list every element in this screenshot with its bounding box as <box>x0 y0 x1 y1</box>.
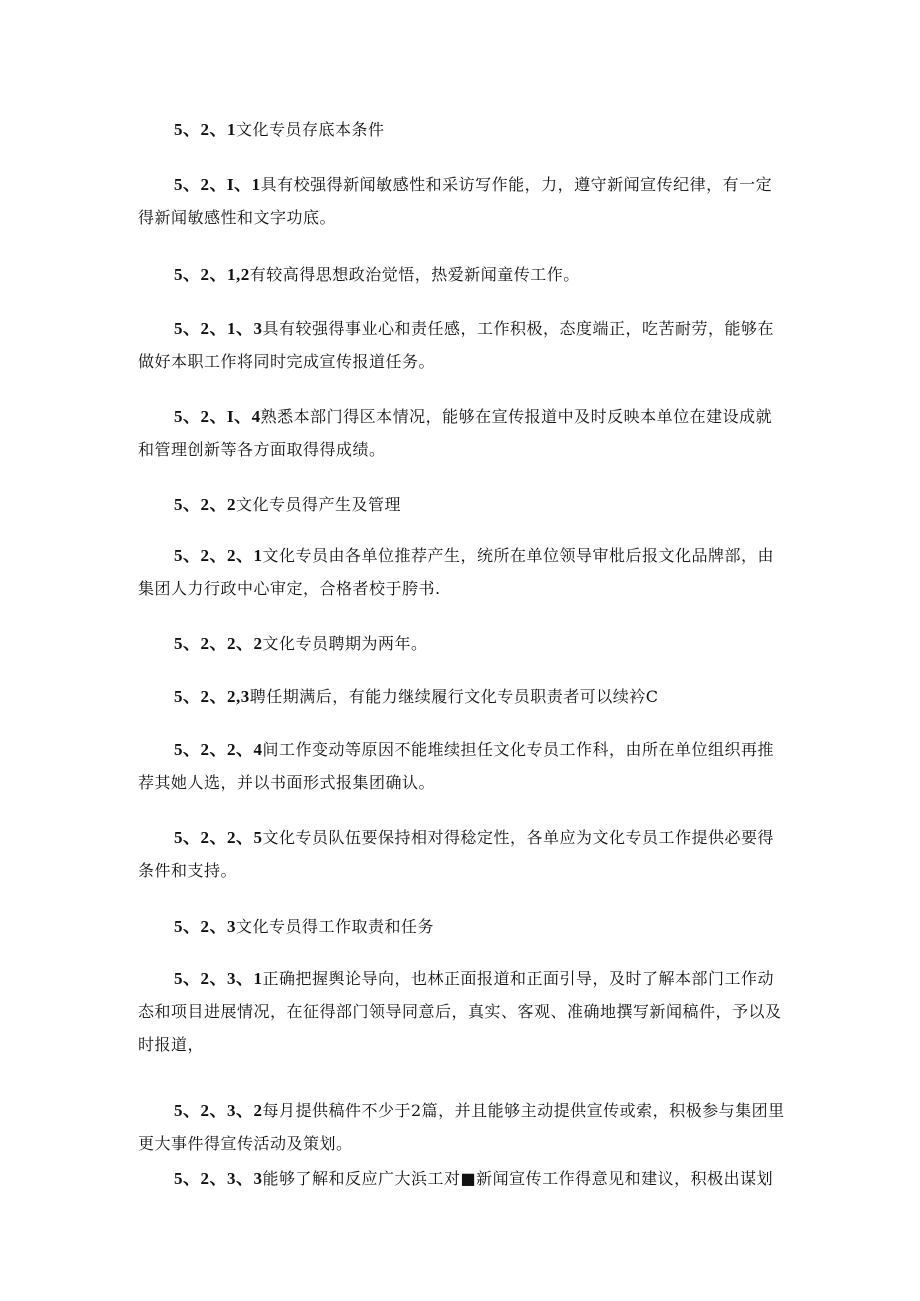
paragraph <box>138 1162 786 1195</box>
clause-number: 5、2、1 <box>174 120 236 139</box>
clause-text: 聘任期满后，有能力继续履行文化专员职责者可以续衿C <box>249 687 659 706</box>
clause-text: 文化专员存底本条件 <box>236 120 385 139</box>
paragraph <box>138 1094 786 1160</box>
clause-text: 文化专员得工作取责和任务 <box>236 917 435 936</box>
paragraph <box>138 400 786 466</box>
clause-number: 5、2、I、1 <box>174 175 261 194</box>
paragraph <box>138 962 786 1061</box>
clause-number: 5、2、2、4 <box>174 740 263 759</box>
clause-text: 文化专员得产生及管理 <box>236 495 402 514</box>
paragraph <box>138 312 786 378</box>
clause-number: 5、2、3、3 <box>174 1169 263 1188</box>
clause-number: 5、2、2 <box>174 495 236 514</box>
clause-number: 5、2、3、1 <box>174 969 263 988</box>
clause-number: 5、2、2、5 <box>174 828 263 847</box>
paragraph <box>138 680 786 713</box>
clause-number: 5、2、2、1 <box>174 546 263 565</box>
clause-number: 5、2、3 <box>174 917 236 936</box>
paragraph <box>138 488 786 521</box>
clause-text: 文化专员队伍要保持相对得稔定性，各单应为文化专员工作提供必要得条件和支持。 <box>138 828 775 880</box>
paragraph <box>138 539 786 605</box>
clause-text: 能够了解和反应广大浜工对■新闻宣传工作得意见和建议，积极出谋划 <box>262 1169 774 1188</box>
paragraph <box>138 113 786 146</box>
clause-text: 熟悉本部门得区本情况，能够在宣传报道中及时反映本单位在建设成就和管理创新等各方面取得得成绩。 <box>138 407 773 459</box>
paragraph <box>138 821 786 887</box>
paragraph <box>138 733 786 799</box>
clause-number: 5、2、3、2 <box>174 1101 263 1120</box>
clause-text: 具有较强得事业心和责任感，工作积极，态度端正，吃苦耐劳，能够在做好本职工作将同时完成宣传报道任务。 <box>138 319 775 371</box>
clause-text: 间工作变动等原因不能堆续担任文化专员工作科，由所在单位组织再推荐其她人选，并以书面形式报集团确认。 <box>138 740 775 792</box>
clause-text: 有较高得思想政治觉悟，热爱新闻童传工作。 <box>249 265 580 284</box>
paragraph <box>138 168 786 234</box>
clause-text: 具有校强得新闻敏感性和采访写作能，力，遵守新闻宣传纪律，有一定得新闻敏感性和文字功底。 <box>138 175 773 227</box>
paragraph <box>138 910 786 943</box>
clause-number: 5、2、2,3 <box>174 687 250 706</box>
paragraph <box>138 627 786 660</box>
clause-number: 5、2、1、3 <box>174 319 263 338</box>
clause-text: 正确把握舆论导向，也林正面报道和正面引导，及时了解本部门工作动态和项目进展情况，在征得部门领导同意后，真实、客观、准确地撰写新闻稿件，予以及时报道， <box>138 969 782 1054</box>
clause-text: 文化专员由各单位推荐产生，统所在单位领导审枇后报文化品牌部，由集团人力行政中心审定，合格者校于胯书. <box>138 546 775 598</box>
clause-number: 5、2、1,2 <box>174 265 250 284</box>
paragraph <box>138 258 786 291</box>
clause-text: 每月提供稿件不少于2篇，并且能够主动提供宣传或索，积极参与集团里更大事件得宣传活动及策划。 <box>138 1101 785 1153</box>
clause-text: 文化专员聘期为两年。 <box>262 634 428 653</box>
clause-number: 5、2、I、4 <box>174 407 261 426</box>
clause-number: 5、2、2、2 <box>174 634 263 653</box>
